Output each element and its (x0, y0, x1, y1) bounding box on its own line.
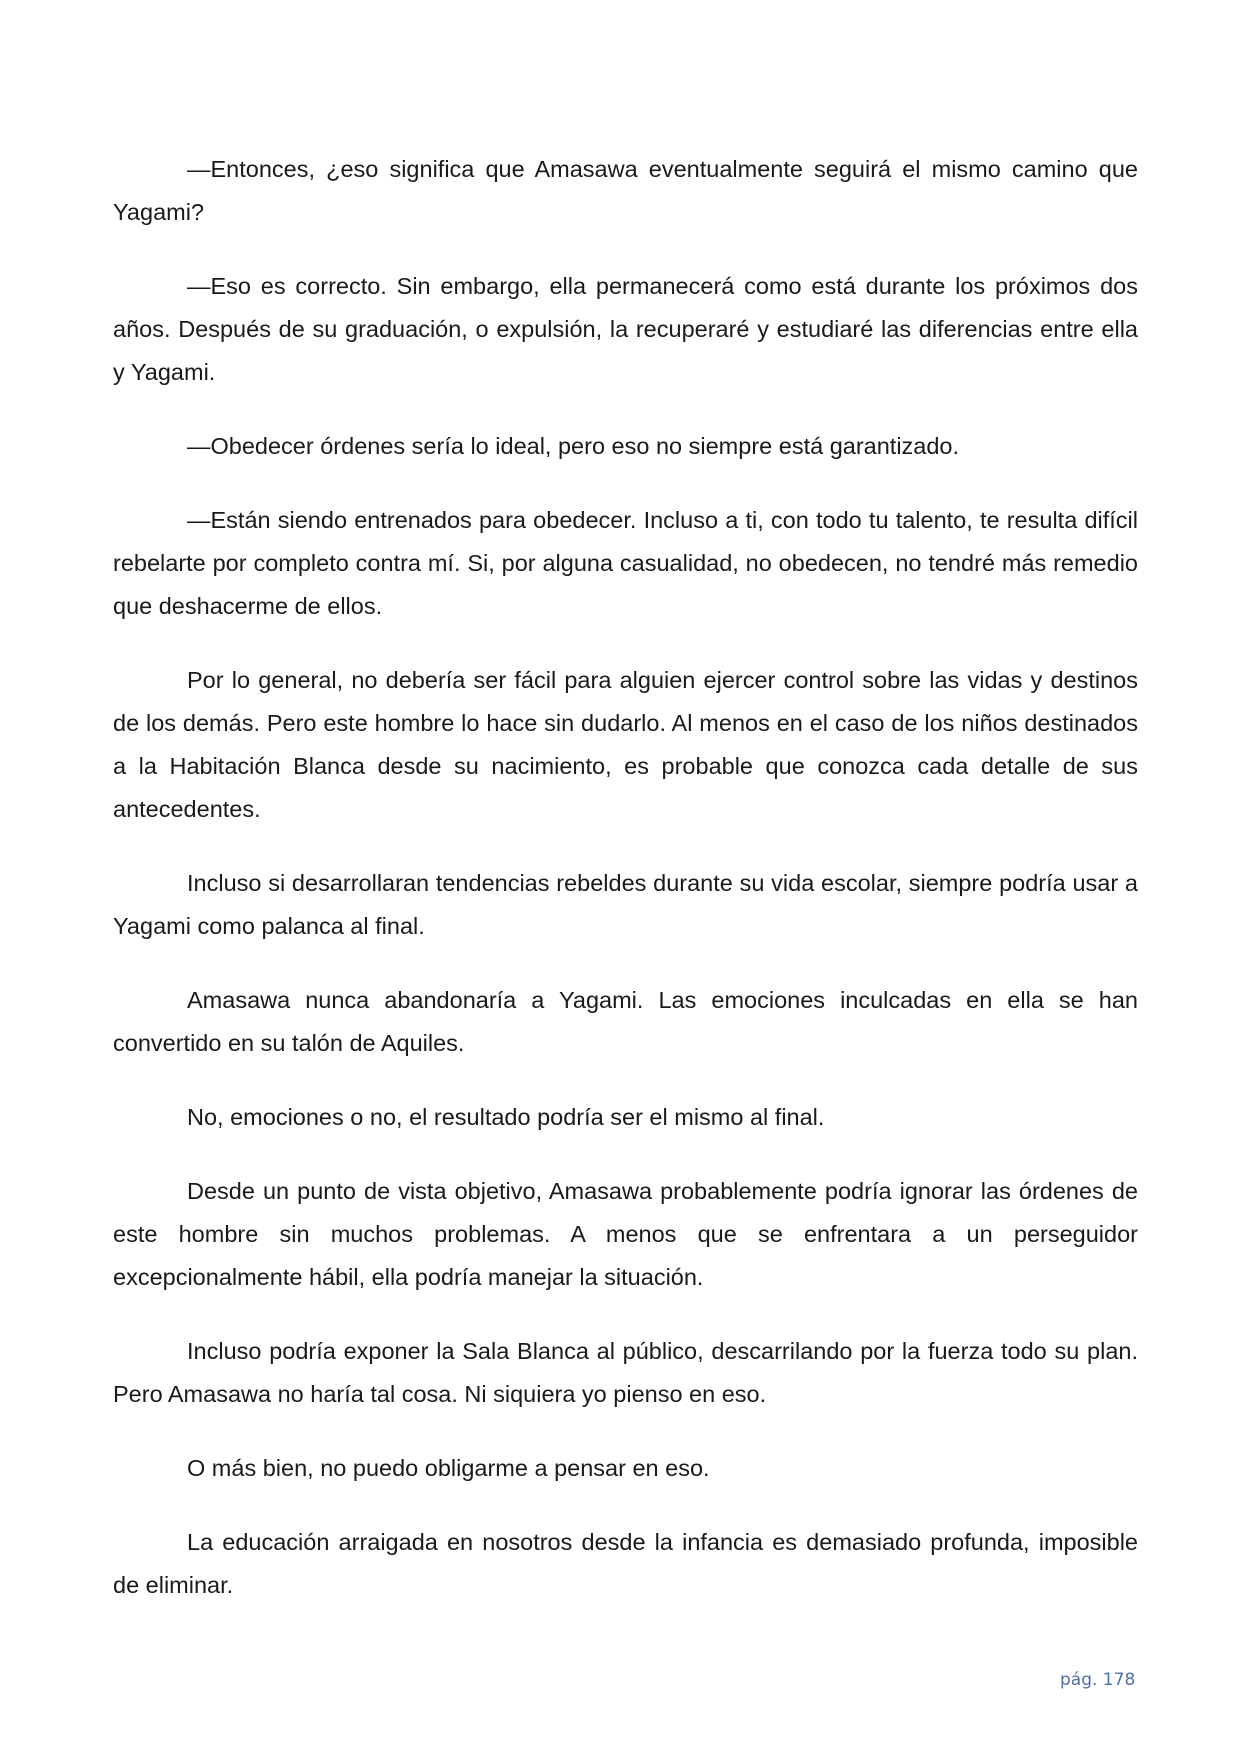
paragraph: —Entonces, ¿eso significa que Amasawa eventualmente seguirá el mismo camino que Yagami? (113, 156, 1138, 225)
paragraph: O más bien, no puedo obligarme a pensar en eso. (187, 1455, 710, 1481)
paragraph: —Están siendo entrenados para obedecer. Incluso a ti, con todo tu talento, te resulta difícil rebelarte por completo contra mí. Si, por alguna casualidad, no obedecen, no tendré más remedio que deshacerme de ellos. (113, 507, 1138, 619)
paragraph: —Obedecer órdenes sería lo ideal, pero eso no siempre está garantizado. (187, 433, 960, 459)
paragraph: Amasawa nunca abandonaría a Yagami. Las emociones inculcadas en ella se han convertido en su talón de Aquiles. (113, 987, 1138, 1056)
paragraph: No, emociones o no, el resultado podría ser el mismo al final. (187, 1104, 825, 1130)
paragraph: Incluso podría exponer la Sala Blanca al público, descarrilando por la fuerza todo su plan. Pero Amasawa no haría tal cosa. Ni siquiera yo pienso en eso. (113, 1338, 1138, 1407)
page-number: pág. 178 (1060, 1670, 1136, 1690)
paragraph: Por lo general, no debería ser fácil para alguien ejercer control sobre las vidas y destinos de los demás. Pero este hombre lo hace sin dudarlo. Al menos en el caso de los niños destinados a la Habitación Blanca desde su nacimiento, es probable que conozca cada detalle de sus antecedentes. (113, 667, 1138, 822)
paragraph: —Eso es correcto. Sin embargo, ella permanecerá como está durante los próximos dos años. Después de su graduación, o expulsión, la recuperaré y estudiaré las diferencias entre ella y Yagami. (113, 273, 1138, 385)
paragraph: La educación arraigada en nosotros desde la infancia es demasiado profunda, imposible de eliminar. (113, 1529, 1138, 1598)
document-body (113, 148, 1138, 1638)
paragraph: Desde un punto de vista objetivo, Amasawa probablemente podría ignorar las órdenes de este hombre sin muchos problemas. A menos que se enfrentara a un perseguidor excepcionalmente hábil, ella podría manejar la situación. (113, 1178, 1138, 1290)
paragraph: Incluso si desarrollaran tendencias rebeldes durante su vida escolar, siempre podría usar a Yagami como palanca al final. (113, 870, 1138, 939)
